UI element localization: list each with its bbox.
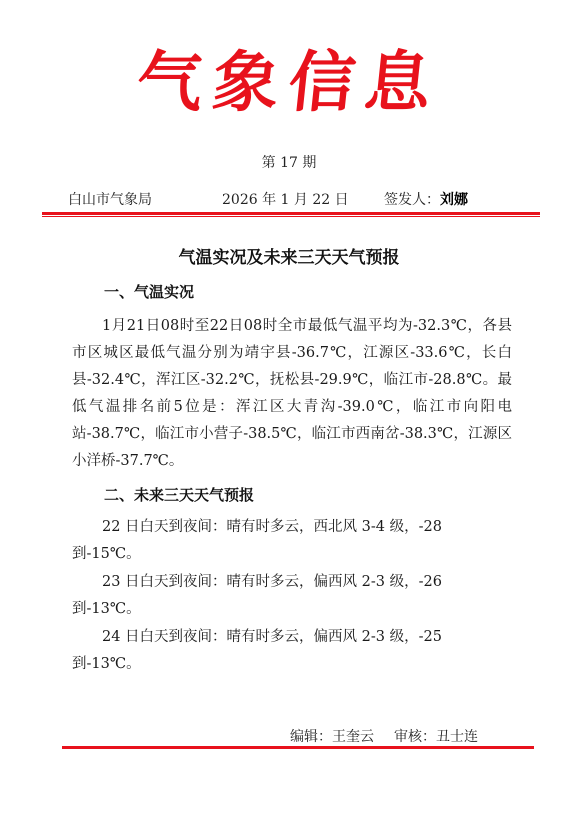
masthead-title: 气象信息 bbox=[132, 43, 446, 121]
forecast-list bbox=[72, 514, 512, 679]
section-heading-forecast: 二、未来三天天气预报 bbox=[104, 486, 255, 504]
meta-date: 2026 年 1 月 22 日 bbox=[222, 192, 349, 208]
observation-paragraph: 1月21日08时至22日08时全市最低气温平均为-32.3℃，各县市区城区最低气温分别为靖宇县-36.7℃，江源区-33.6℃，长白县-32.4℃，浑江区-32.2℃，抚松县-29.9℃，临江市-28.8℃。最低气温排名前5位是：浑江区大青沟-39.0℃，临江市向阳电站-38.7℃，临江市小营子-38.5℃，临江市西南岔-38.3℃，江源区小洋桥-37.7℃。 bbox=[72, 318, 512, 469]
signer-label: 签发人： bbox=[384, 192, 440, 208]
editor-label: 编辑： bbox=[290, 729, 332, 745]
document-title: 气温实况及未来三天天气预报 bbox=[178, 248, 400, 268]
footer-credit bbox=[290, 726, 478, 746]
meta-agency: 白山市气象局 bbox=[68, 192, 152, 208]
reviewer-name: 丑士连 bbox=[436, 729, 478, 745]
reviewer-label: 审核： bbox=[394, 729, 436, 745]
header-rule-thin bbox=[42, 216, 540, 217]
section-heading-observation: 一、气温实况 bbox=[104, 283, 195, 301]
forecast-item-day1: 22 日白天到夜间：晴有时多云，西北风 3-4 级，-28 到-15℃。 bbox=[72, 519, 442, 562]
footer-rule bbox=[62, 746, 534, 749]
forecast-item-day2: 23 日白天到夜间：晴有时多云，偏西风 2-3 级，-26 到-13℃。 bbox=[72, 574, 442, 617]
editor-name: 王奎云 bbox=[332, 729, 374, 745]
issue-number: 第 17 期 bbox=[261, 155, 317, 171]
header-rule-thick bbox=[42, 212, 540, 215]
forecast-item-day3: 24 日白天到夜间：晴有时多云，偏西风 2-3 级，-25 到-13℃。 bbox=[72, 629, 442, 672]
meta-signer bbox=[384, 189, 468, 209]
signer-name: 刘娜 bbox=[440, 192, 468, 208]
